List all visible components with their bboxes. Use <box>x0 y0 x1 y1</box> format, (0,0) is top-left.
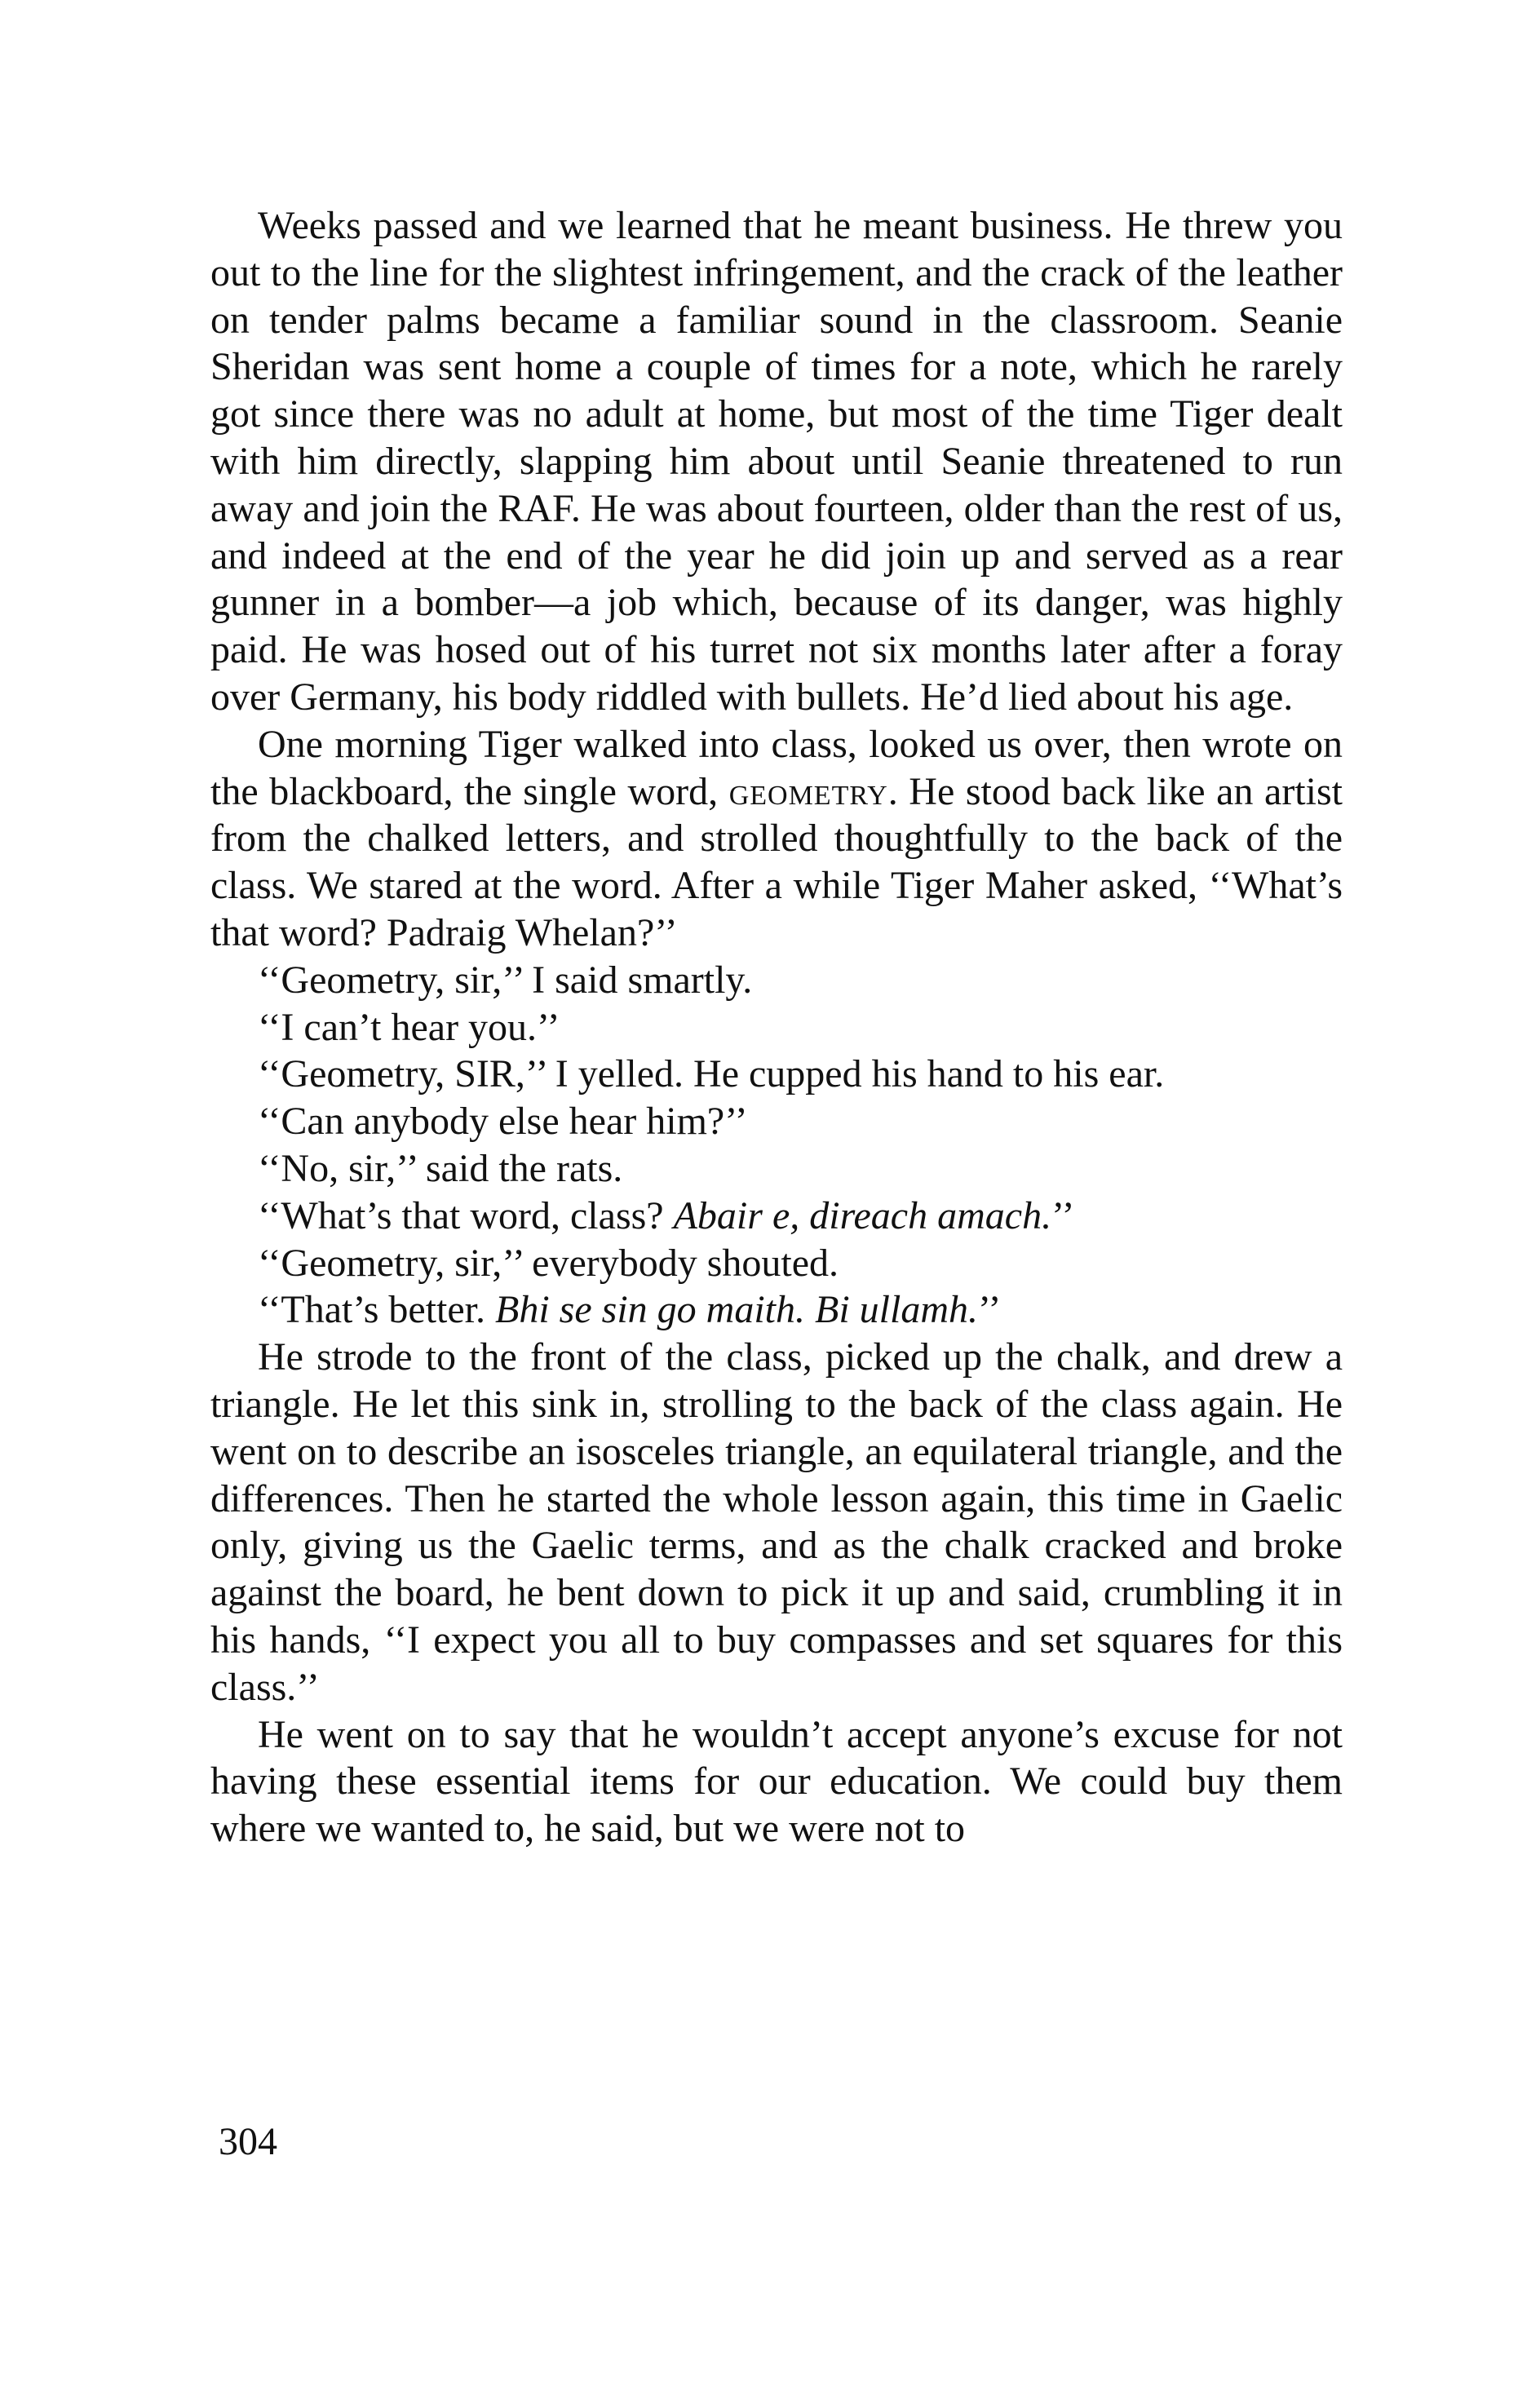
italic-text: Bhi se sin go maith. Bi ullamh. <box>495 1288 978 1332</box>
text-run: ‘‘Can anybody else hear him?’’ <box>258 1100 748 1144</box>
text-run: . He stood back like an artist from the chalked letters, and strolled thoughtfully to the back of the class. We stared at the word. After a while Tiger Maher asked, ‘‘What’s that word? Padraig Whelan?’’ <box>210 769 1343 954</box>
text-run: ‘‘What’s that word, class? <box>258 1193 674 1237</box>
dialogue-line <box>210 1145 1343 1193</box>
dialogue-line <box>210 1193 1343 1240</box>
italic-text: Abair e, direach amach. <box>673 1193 1052 1237</box>
text-run: ‘‘Geometry, sir,’’ I said smartly. <box>258 958 753 1002</box>
text-run: ‘‘No, sir,’’ said the rats. <box>258 1146 623 1190</box>
text-run: He went on to say that he wouldn’t accept anyone’s excuse for not having these essential items for our education. We could buy them where we wanted to, he said, but we were not to <box>210 1712 1343 1851</box>
paragraph <box>210 1334 1343 1711</box>
dialogue-line <box>210 1286 1343 1334</box>
small-caps-word: geometry <box>728 769 888 813</box>
text-run: ‘‘I can’t hear you.’’ <box>258 1005 560 1049</box>
dialogue-line <box>210 1240 1343 1287</box>
text-run: ‘‘Geometry, SIR,’’ I yelled. He cupped his hand to his ear. <box>258 1052 1165 1096</box>
text-run: ’’ <box>977 1288 1002 1332</box>
body-text <box>210 202 1343 1852</box>
dialogue-line <box>210 1004 1343 1051</box>
page-number: 304 <box>219 2120 277 2163</box>
dialogue-line <box>210 1051 1343 1098</box>
dialogue-line <box>210 957 1343 1004</box>
text-run: One morning Tiger walked into class, looked us over, then wrote on the blackboard, the single word, <box>210 722 1343 813</box>
text-run: He strode to the front of the class, picked up the chalk, and drew a triangle. He let this sink in, strolling to the back of the class again. He went on to describe an isosceles triangle, an equilateral triangle, and the differences. Then he started the whole lesson again, this time in Gaelic only, giving us the Gaelic terms, and as the chalk cracked and broke against the board, he bent down to pick it up and said, crumbling it in his hands, ‘‘I expect you all to buy compasses and set squares for this class.’’ <box>210 1335 1343 1709</box>
text-run: ‘‘That’s better. <box>258 1288 495 1332</box>
paragraph <box>210 721 1343 957</box>
text-run: Weeks passed and we learned that he meant business. He threw you out to the line for the slightest infringement, and the crack of the leather on tender palms became a familiar sound in the classroom. Seanie Sheridan was sent home a couple of times for a note, which he rarely got since there was no adult at home, but most of the time Tiger dealt with him directly, slapping him about until Seanie threatened to run away and join the RAF. He was about fourteen, older than the rest of us, and indeed at the end of the year he did join up and served as a rear gunner in a bomber—a job which, because of its danger, was highly paid. He was hosed out of his turret not six months later after a foray over Germany, his body riddled with bullets. He’d lied about his age. <box>210 204 1343 719</box>
text-run: ‘‘Geometry, sir,’’ everybody shouted. <box>258 1241 839 1285</box>
text-run: ’’ <box>1051 1193 1075 1237</box>
paragraph <box>210 202 1343 721</box>
paragraph <box>210 1711 1343 1852</box>
dialogue-line <box>210 1098 1343 1145</box>
